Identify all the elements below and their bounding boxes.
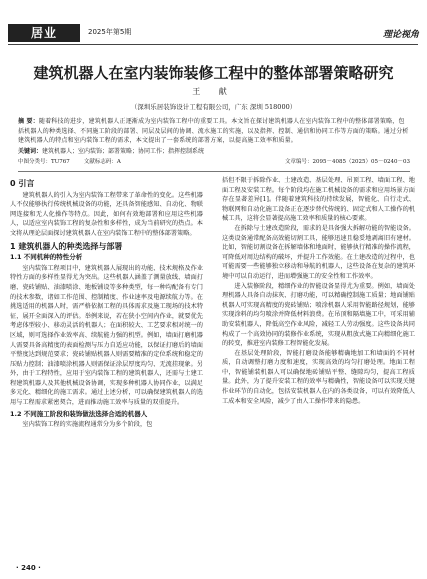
- page-number: · 240 ·: [16, 564, 41, 572]
- document-code: 文献标志码：A: [83, 159, 121, 165]
- page-header: [0, 0, 427, 50]
- heading-section-1-2: 1.2 不同施工阶段和装饰做法选择合适的机器人: [10, 409, 148, 418]
- header-rule: [8, 44, 418, 45]
- paragraph-intro: 建筑机器人的引入为室内装饰工程带来了革命性的变化。这些机器人不仅能够执行传统机械设备的功能，还具备智能感知、自动化、物联网连接和无人化操作等特点。因此，如何有效地部署和应用这些机器人，以适应室内装饰工程的复杂性和多样性，成为当前研究的热点。本文将从理论层面探讨建筑机器人在室内装饰工程中的整体部署策略。: [10, 191, 203, 237]
- issue-label: 2025年第5期: [88, 28, 132, 36]
- paragraph-continued: 括但不限于拆除作业、土建改造、基层处理、吊顶工程、墙面工程、地面工程及安装工程。每个阶段均在施工机械设备的需求和应用场景方面存在显著差异[1]。伴随着建筑科技的持续发展，智能化、自行走式、物联网和自动化施工设备正在逐步替代传统的、固定式和人工操作的机械工具，这将会显著提高施工效率和质量的核心要素。: [222, 177, 415, 223]
- heading-section-1-1: 1.1 不同机种的特性分析: [10, 253, 83, 262]
- left-column: [10, 176, 203, 430]
- paragraph-1-2: 室内装饰工程的实施流程通常分为多个阶段，包: [22, 421, 153, 429]
- keywords: [18, 147, 410, 156]
- article-number: 文章编号：2095－4085（2025）05－0240－03: [285, 159, 410, 165]
- abstract-rule: [18, 171, 410, 172]
- keywords-label: 关键词：: [18, 148, 43, 155]
- right-column: [222, 176, 415, 406]
- heading-intro: 0 引言: [10, 179, 35, 188]
- author: 王 献: [192, 87, 235, 96]
- paragraph-base-treatment: 在基层处理阶段，智能打磨设备能够精确地加工和墙面的不同材质，自动调整打磨力度和速度，实现高效的均匀打磨处理。地面工程中，智能铺装机器人可以确保地砖铺贴平整、缝隙均匀，提高工程质量。此外，为了提升安装工程的效率与精确性，智能设备可以实现关键作业环节的自动化，包括安装机器人在内的各类设备，可以有效降低人工成本和安全风险，减少了由人工操作带来的隐患。: [222, 349, 415, 405]
- abstract: [18, 117, 410, 146]
- column-label: 理论视角: [382, 30, 419, 40]
- paragraph-demolition: 在拆除与土建改造阶段，需求的是具备强大拆解功能的智能设备。这类设备通常配备高效能切割工具，能够迅速且稳妥地剥离旧有建材。比如，智能切割设备在拆解墙体和地面时，能够执行精准的操作流程，可降低对周边结构的破坏，并提升工作效能。在土建改造的过程中，也可能需要一些能够独立移动和导航的机器人，这些设备在复杂的建筑环境中可以自动运行，进而增强施工的安全性和工作效率。: [222, 224, 415, 280]
- abstract-text: 随着科技的进步，建筑机器人正逐渐成为室内装饰工程中的重要工具。本文旨在探讨建筑机器人在室内装饰工程中的整体部署策略，包括机器人的种类选择、不同施工阶段的部署、同层及层间的协调、流水施工的实施，以及指挥、控制、通信和协同工作等方面的策略。通过分析建筑机器人的特点和室内装饰工程的需求，本文提出了一套系统的部署方案，以提高施工效率和质量。: [18, 118, 409, 144]
- paragraph-1-1: 室内装饰工程项目中，建筑机器人展现出的功能、技术规格及作业特性方面的多样性显得尤为突出。这些机器人涵盖了测量放线、墙面打磨、瓷砖铺贴、油漆喷涂、地板铺设等多种类型，每一种均配备有专门的技术参数，诸如工作范围、控制精度、作业速率及电源续航力等。在挑选适用的机器人时，需严格依据工程的具体需求及施工现场的技术特征，展开全面深入的评估。举例来说，若在狭小空间内作业，就要优先考虑体型较小、移动灵活的机器人；在面积较大、工艺要求相对统一的区域，则可选择作业效率高、续航能力强的机型。例如，墙面打磨机器人需要具备高精度的表面检测与压力自适应功能，以保证打磨后的墙面平整度达到规范要求；瓷砖铺贴机器人则需要精准的定位系统和稳定的压贴力控制；油漆喷涂机器人则需保证涂层厚度均匀、无流挂现象。另外，由于工程特性，应用于室内装饰工程的建筑机器人，还需与土建工程建筑机器人及其他机械设备协调，实现多种机器人协同作业，以满足多元化、精细化的施工需求。通过上述分析，可以确保建筑机器人的选用与工程需求紧密契合，进而推动施工效率与质量的双重提升。: [10, 264, 203, 407]
- keywords-text: 建筑机器人；室内装饰；部署策略；协同工作；指挥控制系统: [42, 148, 205, 155]
- abstract-label: 摘 要：: [18, 118, 39, 125]
- paragraph-decoration: 进入装修阶段，精细作业的智能设备显得尤为重要。例如，墙面处理机器人具备自动抹灰、打磨功能，可以精确控制施工质量；地面铺贴机器人可实现高精度的瓷砖铺贴；喷涂机器人采用智能路径规划，能够实现涂料的均匀喷涂并降低材料浪费。在吊顶和隔墙施工中，可采用辅助安装机器人，降低高空作业风险，减轻工人劳动强度。这些设备共同构成了一个高效协同的装修作业系统，实现从粗放式施工向精细化施工的转变，推进室内装修工程智能化发展。: [222, 282, 415, 348]
- article-identifiers: [18, 158, 410, 167]
- clc-number: 中图分类号：TU767: [18, 159, 70, 165]
- heading-section-1: 1 建筑机器人的种类选择与部署: [10, 241, 123, 251]
- affiliation: （深圳乐居装饰设计工程有限公司，广东 深圳 518000）: [130, 103, 297, 111]
- journal-logo: 居业: [8, 24, 80, 42]
- article-title: 建筑机器人在室内装饰装修工程中的整体部署策略研究: [33, 64, 394, 82]
